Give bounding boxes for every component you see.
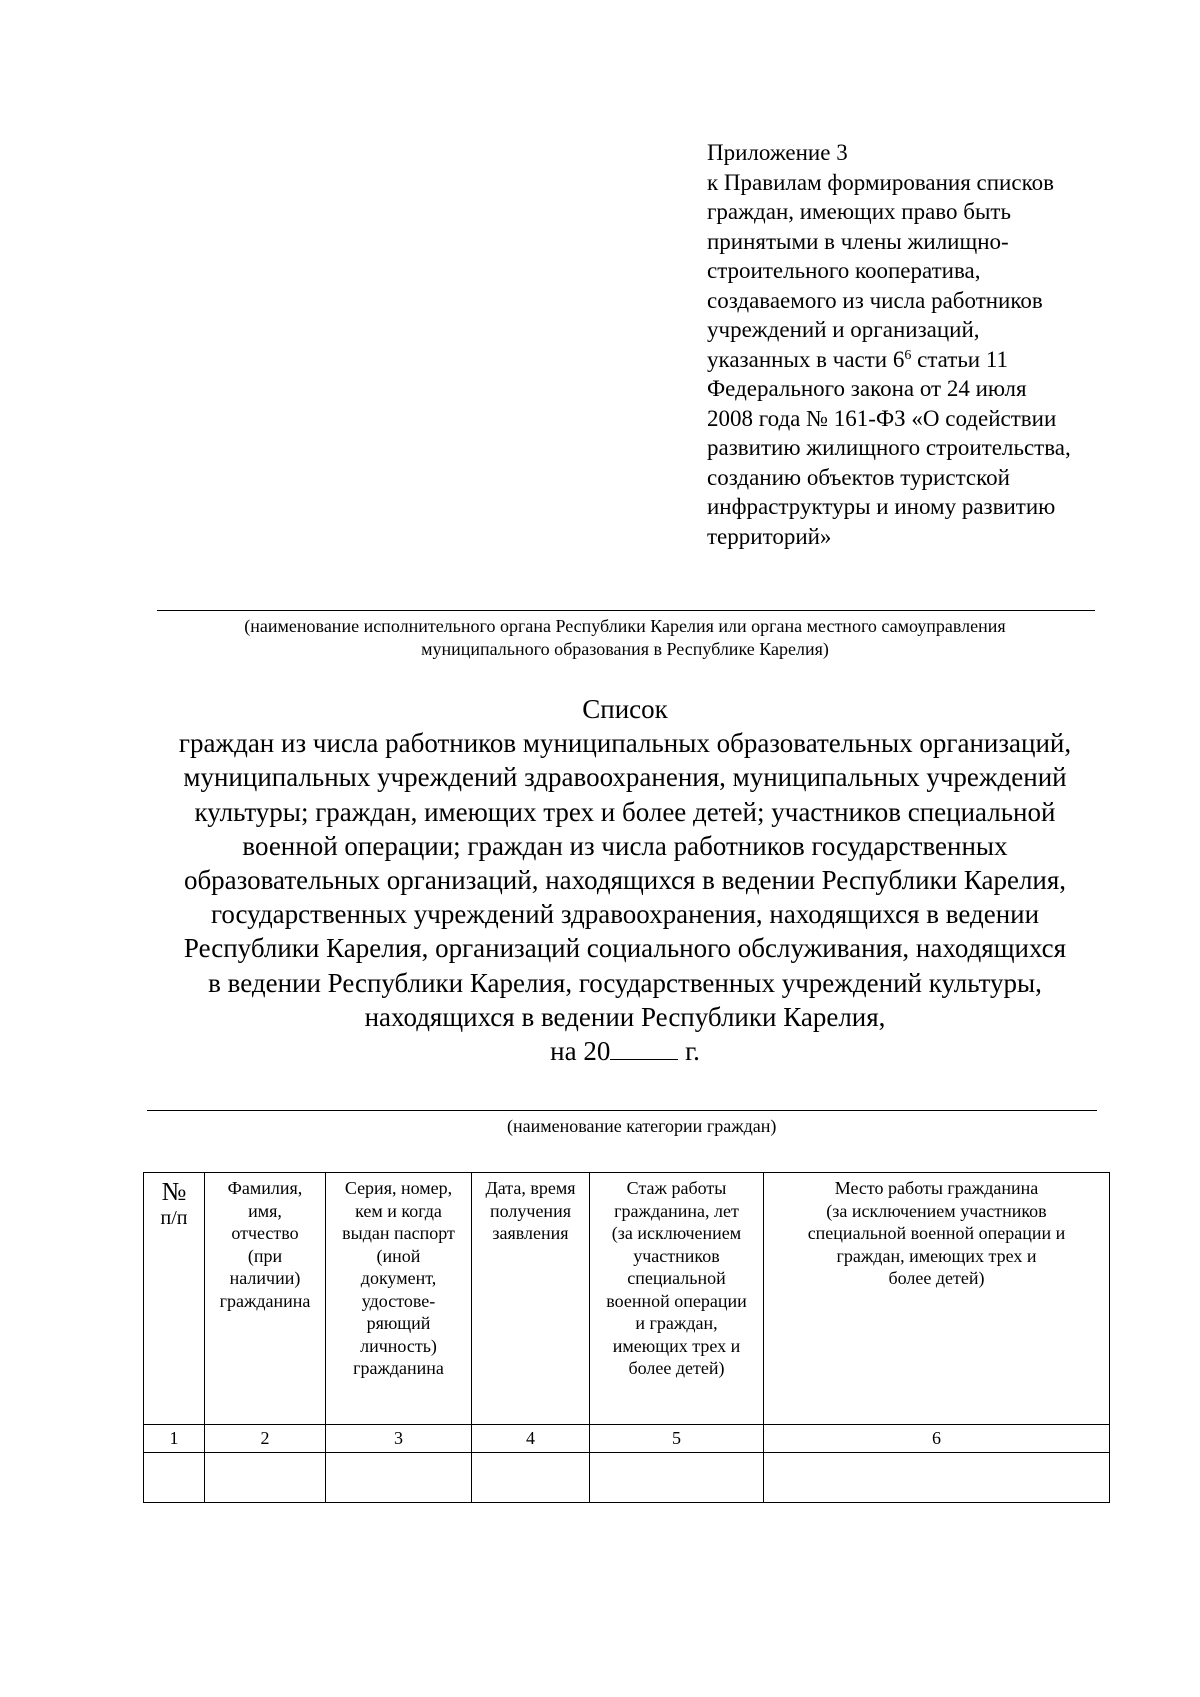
empty-cell xyxy=(205,1453,326,1503)
table-header-row xyxy=(144,1173,1110,1425)
header-line: (за исключением xyxy=(611,1223,742,1243)
table-row xyxy=(144,1453,1110,1503)
header-line: специальной xyxy=(627,1268,726,1288)
column-index: 5 xyxy=(590,1425,764,1453)
appendix-part-suffix: статьи 11 xyxy=(911,346,1009,372)
column-index: 2 xyxy=(205,1425,326,1453)
header-line: удостове- xyxy=(361,1290,436,1311)
authority-fill-line xyxy=(157,610,1095,611)
appendix-line: к Правилам формирования списков xyxy=(707,169,1054,195)
header-line: Фамилия, xyxy=(227,1178,303,1198)
header-line: отчество xyxy=(231,1223,299,1243)
title-line: военной операции; граждан из числа работников государственных xyxy=(242,830,1008,861)
header-line: и граждан, xyxy=(635,1313,718,1333)
appendix-line: принятыми в члены жилищно- xyxy=(707,228,1009,254)
appendix-reference xyxy=(707,138,1127,551)
header-line: гражданина xyxy=(353,1358,444,1378)
header-line: Место работы гражданина xyxy=(834,1178,1039,1198)
category-fill-line xyxy=(147,1110,1097,1111)
title-line: государственных учреждений здравоохранения, находящихся в ведении xyxy=(210,899,1040,930)
appendix-part-superscript: 6 xyxy=(904,347,912,363)
header-line: наличии) xyxy=(229,1268,301,1288)
header-line: более детей) xyxy=(888,1268,985,1288)
year-fill-blank xyxy=(610,1037,678,1060)
header-line: более детей) xyxy=(628,1358,725,1378)
empty-cell xyxy=(764,1453,1110,1503)
appendix-line: строительного кооператива, xyxy=(707,258,981,283)
column-header-application-date xyxy=(472,1173,590,1425)
title-line: культуры; граждан, имеющих трех и более детей; участников специальной xyxy=(194,796,1056,827)
document-title xyxy=(100,692,1150,1068)
column-header-full-name xyxy=(205,1173,326,1425)
title-line: Республики Карелия, организаций социального обслуживания, находящихся xyxy=(183,933,1067,964)
citizens-register-table xyxy=(143,1172,1110,1503)
appendix-line: создаваемого из числа работников xyxy=(707,287,1043,313)
header-line: специальной военной операции и xyxy=(807,1223,1066,1243)
authority-caption xyxy=(140,615,1110,661)
column-index: 1 xyxy=(144,1425,205,1453)
header-line: Дата, время xyxy=(485,1178,576,1198)
appendix-line: 2008 года № 161-ФЗ «О содействии xyxy=(707,405,1057,431)
header-line: имеющих трех и xyxy=(612,1335,741,1356)
column-index: 4 xyxy=(472,1425,590,1453)
header-line: документ, xyxy=(360,1268,437,1288)
title-line: находящихся в ведении Республики Карелия, xyxy=(364,1001,886,1032)
appendix-line: учреждений и организаций, xyxy=(707,317,980,342)
category-caption-text: (наименование категории граждан) xyxy=(507,1116,777,1136)
column-header-work-experience xyxy=(590,1173,764,1425)
title-heading: Список xyxy=(582,694,668,724)
authority-caption-line: муниципального образования в Республике Карелия) xyxy=(421,639,829,659)
appendix-line: созданию объектов туристской xyxy=(707,464,1010,490)
header-line: гражданина, лет xyxy=(614,1200,739,1221)
empty-cell xyxy=(144,1453,205,1503)
year-prefix: на 20 xyxy=(550,1036,611,1067)
title-year-line xyxy=(100,1034,1150,1068)
appendix-line: инфраструктуры и иному развитию xyxy=(707,494,1056,519)
column-header-workplace xyxy=(764,1173,1110,1425)
header-line: Стаж работы xyxy=(626,1178,727,1198)
column-header-passport xyxy=(326,1173,472,1425)
header-line: ряющий xyxy=(366,1313,431,1333)
column-index: 6 xyxy=(764,1425,1110,1453)
appendix-line: территорий» xyxy=(707,523,832,549)
header-line: выдан паспорт xyxy=(342,1223,455,1243)
header-line: получения xyxy=(490,1200,571,1221)
header-line: кем и когда xyxy=(355,1200,442,1221)
appendix-line: развитию жилищного строительства, xyxy=(707,435,1071,460)
column-index: 3 xyxy=(326,1425,472,1453)
year-suffix: г. xyxy=(678,1036,700,1067)
column-index-row xyxy=(144,1425,1110,1453)
appendix-label: Приложение 3 xyxy=(707,140,848,165)
header-line: гражданина xyxy=(219,1290,311,1311)
header-line: участников xyxy=(633,1245,720,1266)
header-line: личность) xyxy=(360,1335,437,1356)
appendix-line: граждан, имеющих право быть xyxy=(707,199,1011,224)
column-header-number xyxy=(144,1173,205,1425)
empty-cell xyxy=(326,1453,472,1503)
header-line: заявления xyxy=(492,1223,569,1243)
empty-cell xyxy=(472,1453,590,1503)
number-sign: № xyxy=(161,1177,187,1206)
header-line: (иной xyxy=(376,1245,421,1266)
header-line: военной операции xyxy=(606,1290,747,1311)
header-line: Серия, номер, xyxy=(344,1178,453,1198)
authority-caption-line: (наименование исполнительного органа Республики Карелия или органа местного самоуправления xyxy=(244,616,1006,636)
header-line: (за исключением участников xyxy=(826,1200,1047,1221)
header-line: имя, xyxy=(248,1200,282,1221)
column-header-text: п/п xyxy=(160,1207,188,1229)
appendix-line-article xyxy=(707,345,1127,375)
title-line: в ведении Республики Карелия, государственных учреждений культуры, xyxy=(208,967,1042,998)
appendix-line: Федерального закона от 24 июля xyxy=(707,376,1027,401)
empty-cell xyxy=(590,1453,764,1503)
header-line: (при xyxy=(247,1245,283,1266)
header-line: граждан, имеющих трех и xyxy=(836,1245,1037,1266)
title-line: образовательных организаций, находящихся в ведении Республики Карелия, xyxy=(183,865,1067,896)
appendix-part-prefix: указанных в части 6 xyxy=(707,346,905,372)
title-line: граждан из числа работников муниципальных образовательных организаций, xyxy=(178,728,1072,759)
title-line: муниципальных учреждений здравоохранения, муниципальных учреждений xyxy=(183,762,1067,793)
